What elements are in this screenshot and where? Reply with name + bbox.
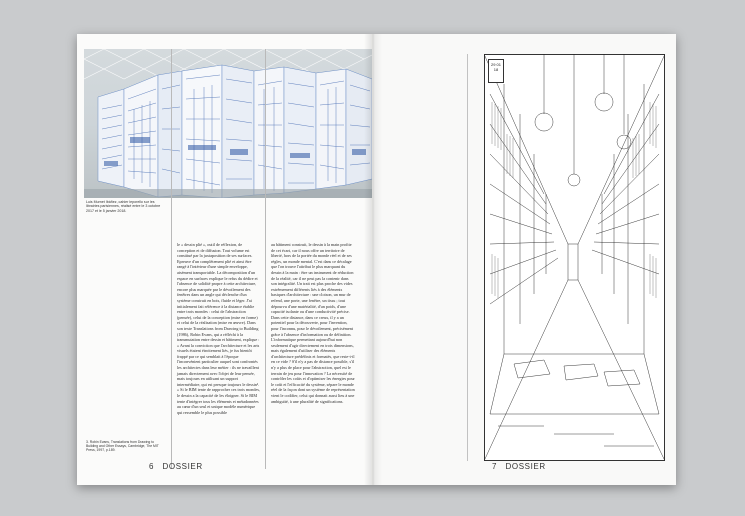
date-badge: 29 01 18	[488, 59, 504, 83]
body-paragraph: le « dessin plié », outil de réflexion, de conception et de diffusion. Tout volume est constitué par la juxtaposition de ses surfaces. Epreuve d'un complètement plié et ainsi être rangé à l'intérieur d'une simple enveloppe, aisément transportable. La décomposition d'un espace en surfaces explique le refus du dédire et l'absence de solidité propre à cette architecture, encore plus marquée par le dévoilement des fenêtres dans un angle qui déclenche d'un système construit en bois, fluide et léger. J'ai initialement fait référence à la distance établie entre trois mondes : celui de l'abstraction (pensée), celui de la conception (mise en forme) et celui de la réalisation (mise en œuvre). Dans son texte Translations from Drawing to Building (1986), Robin Evans, qui a réfléchi à la transmutation entre dessin et bâtiment, explique : « Avant la conviction que l'architecture et les arts visuels étaient étroitement liés, je fus bientôt frappé par ce qui semblait à l'époque l'inconvénient particulier auquel sont confrontés les architectes dans leur métier : ils ne travaillent jamais directement avec l'objet de leur pensée, mais toujours en utilisant un support intermédiaire, qui est presque toujours le dessin³. » Si le BIM tente de rapprocher ces trois mondes, le dessin a la capacité de les éloigner. Si le BIM tente d'intégrer tous les éléments et métadonnées au cœur d'un seul et unique modèle numérique qui ressemble le plus possible	[177, 242, 261, 415]
footnote: 3. Robin Evans, Translations from Drawing to Building and Other Essays, Cambridge, The MIT Press, 1997, p.189.	[86, 440, 159, 453]
leporello-illustration	[84, 49, 372, 198]
bookshop-line-drawing	[484, 54, 665, 461]
folio	[149, 462, 203, 471]
leporello-photo	[84, 49, 372, 198]
right-page	[372, 34, 676, 485]
text-column-1	[177, 242, 261, 420]
section-label: DOSSIER	[505, 462, 546, 471]
left-page	[77, 34, 372, 485]
page-divider	[467, 54, 468, 461]
photo-caption: Luis Murnet Ibáñez, cahier leporello sur les librairies parisiennes, réalisé entre le 3 octobre 2017 et le 5 janvier 2018.	[86, 200, 161, 213]
bookshop-drawing	[484, 54, 665, 461]
magazine-spread	[77, 34, 676, 485]
column-rule	[265, 49, 266, 469]
section-label: DOSSIER	[162, 462, 203, 471]
folio	[492, 462, 546, 471]
body-paragraph: au bâtiment construit, le dessin à la main profite de cet écart, car il nous offre un territoire de liberté, hors de la portée du monde réel et de ses règles, un monde mental. C'est dans ce décalage que l'on trouve l'attribut le plus marquant du dessin à la main : être un instrument de réduction de la réalité, car il ne peut pas la contenir dans son intégralité. Un trait est plus proche des vides extrêmement différents liés à des éléments basiques d'architecture : une cloison, un mur de refend, une porte, une fenêtre, un tissu ; tout dépourvu d'une matérialité, d'un poids, d'une capacité isolante ou d'une conductivité précise. Dans cette distance, dans ce creux, il y a un potentiel pour la découverte, pour l'invention, pour l'inconnu, pour le dévoilement, précisément grâce à l'absence d'information ou de définition. L'informatique permettant aujourd'hui non seulement d'agir directement en trois dimensions, mais également d'utiliser des éléments d'architecture prédéfinis et formatés, que reste-t-il en ce vide ? S'il n'y a pas de distance possible, s'il n'y a plus de place pour l'abstraction, quel est le terrain de jeu pour l'innovation ? La nécessité de contrôler les coûts et d'optimiser les énergies pour le coût et l'efficacité du système, sépare le monde réel de la façon dont un système de représentation vient le codifier, celui qui donnait aussi lieu à une ambiguïté, à une pluralité de significations.	[271, 242, 355, 404]
text-column-2	[271, 242, 355, 409]
column-rule	[171, 49, 172, 469]
spine-shadow	[364, 34, 382, 485]
page-number: 6	[149, 462, 155, 471]
page-number: 7	[492, 462, 498, 471]
